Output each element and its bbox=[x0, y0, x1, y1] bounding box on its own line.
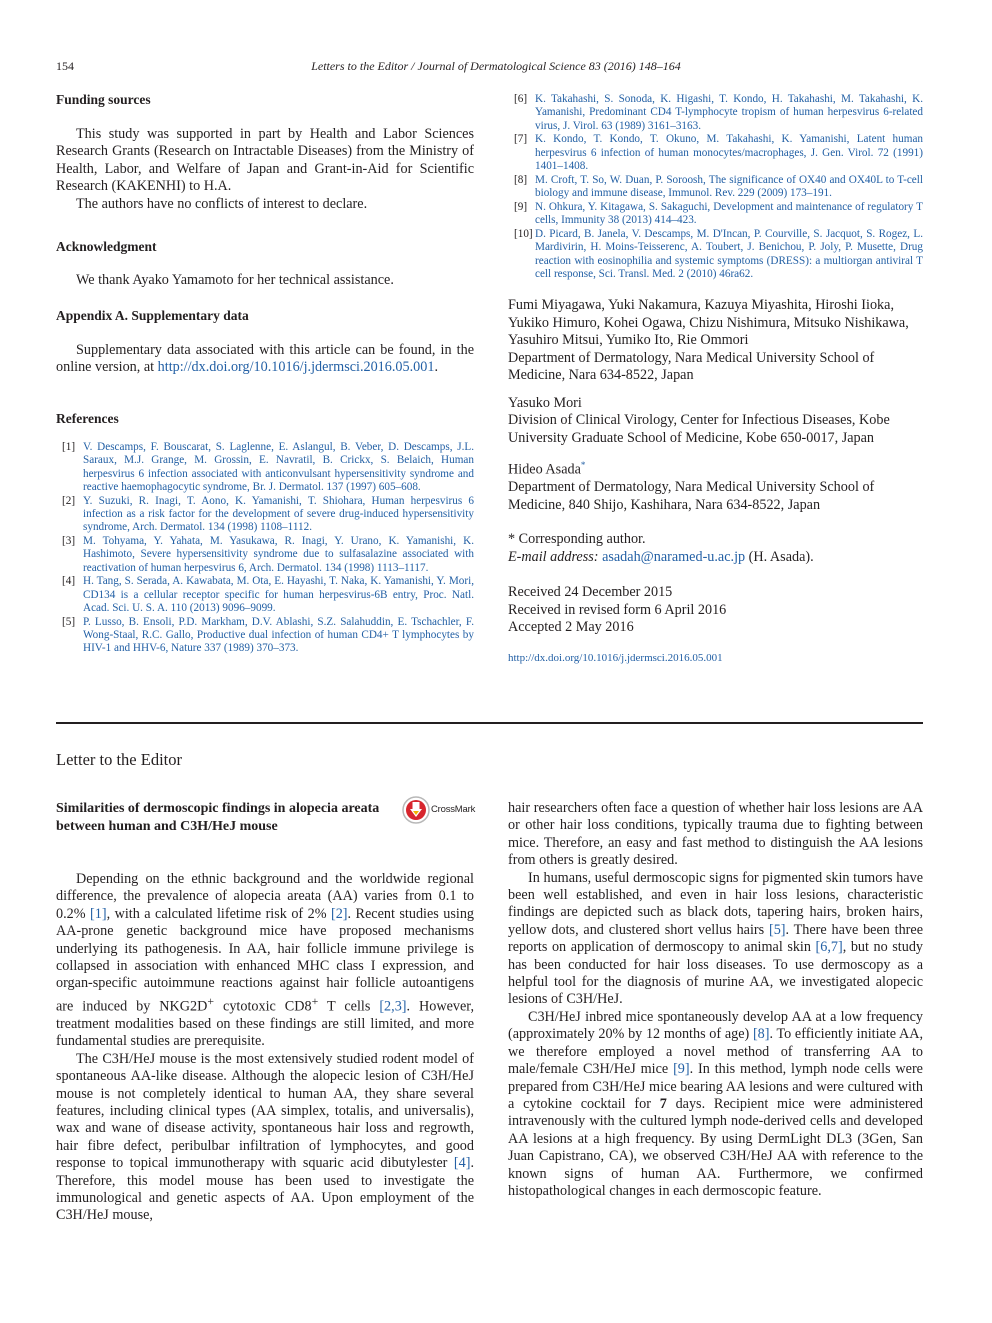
reference-item[interactable] bbox=[508, 93, 923, 133]
reference-item[interactable] bbox=[508, 133, 923, 173]
reference-text[interactable]: D. Picard, B. Janela, V. Descamps, M. D'Incan, P. Courville, S. Jacquot, S. Rogez, L. Mardivirin, H. Moins-Teisserenc, A. Toubert, J. Benichou, P. Joly, P. Musette, Drug reaction with eosinophilia and systemic symptoms (DRESS): a multiorgan antiviral T cell response, Sci. Transl. Med. 2 (2010) 46ra62. bbox=[535, 227, 923, 280]
reference-item[interactable] bbox=[56, 535, 474, 575]
reference-number: [1] bbox=[62, 441, 76, 453]
reference-item[interactable] bbox=[56, 495, 474, 535]
references-section bbox=[56, 410, 474, 656]
intro-paragraph: Depending on the ethnic background and the worldwide regional difference, the prevalence of alopecia areata (AA) varies from 0.1 to 0.2% [1], with a calculated lifetime risk of 2% [2]. Recent studies using AA-prone genetic background mice have proposed mechanisms underlying its pathogenesis. In AA, hair follicle immune privilege is collapsed in association with enhanced MHC class I expression, and organ-specific autoimmune reactions against hair follicle autoantigens are induced by NKG2D+ cytotoxic CD8+ T cells [2,3]. However, treatment modalities based on these findings are still limited, and more fundamental studies are prerequisite. bbox=[56, 871, 475, 1050]
reference-number: [6] bbox=[514, 93, 528, 105]
citation-6-7[interactable]: [6,7] bbox=[815, 939, 843, 956]
article-doi-link[interactable]: http://dx.doi.org/10.1016/j.jdermsci.2016.05.001 bbox=[508, 651, 723, 664]
reference-list-right bbox=[508, 93, 923, 281]
author-block bbox=[508, 297, 923, 667]
reference-list-left bbox=[56, 441, 474, 656]
section-label: Letter to the Editor bbox=[56, 750, 182, 769]
continued-paragraph: hair researchers often face a question of whether hair loss lesions are AA or other hair loss conditions, typically trauma due to fighting between mice. Therefore, an easy and fast method to distinguish the AA lesions from others is greatly desired. bbox=[508, 800, 923, 869]
appendix-heading: Appendix A. Supplementary data bbox=[56, 308, 249, 323]
acknowledgment-section bbox=[56, 238, 474, 289]
corresponding-author-mark[interactable]: * bbox=[580, 460, 586, 470]
letter-left-column bbox=[56, 871, 474, 1225]
revised-date: Received in revised form 6 April 2016 bbox=[508, 601, 727, 618]
email-line: E-mail address: asadah@naramed-u.ac.jp (H. Asada). bbox=[508, 548, 814, 565]
citation-2-3[interactable]: [2,3] bbox=[379, 998, 407, 1015]
reference-number: [10] bbox=[514, 227, 533, 240]
reference-number: [9] bbox=[514, 200, 528, 213]
reference-text[interactable]: K. Takahashi, S. Sonoda, K. Higashi, T. Kondo, H. Takahashi, M. Takahashi, K. Yamanishi, Predominant CD4 T-lymphocyte tropism of human herpesvirus 6-related virus, J. Virol. 63 (1989) 3161–3163. bbox=[535, 93, 923, 132]
references-continued bbox=[508, 93, 923, 282]
reference-number: [5] bbox=[62, 615, 76, 628]
citation-5[interactable]: [5] bbox=[768, 921, 786, 938]
methods-paragraph: C3H/HeJ inbred mice spontaneously develop AA at a low frequency (approximately 20% by 12 months of age) [8]. To efficiently initiate AA, we therefore employed a novel method of transferring AA to male/female C3H/HeJ mice [9]. In this method, lymph node cells were prepared from C3H/HeJ mice bearing AA lesions and were cultured with a cytokine cocktail for 7 days. Recipient mice were administered intravenously with the cultured lymph node-derived cells and developed AA lesions at a high frequency. By using DermLight DL3 (3Gen, San Juan Capistrano, CA), we observed C3H/HeJ AA with reference to the known signs of human AA. Furthermore, we confirmed histopathological changes in each dermoscopic feature. bbox=[508, 1008, 924, 1199]
reference-item[interactable] bbox=[508, 174, 923, 201]
reference-text[interactable]: N. Ohkura, Y. Kitagawa, S. Sakaguchi, Development and maintenance of regulatory T cells, Immunity 38 (2013) 414–423. bbox=[535, 200, 923, 227]
reference-item[interactable] bbox=[508, 201, 923, 228]
reference-number: [4] bbox=[62, 575, 76, 588]
citation-1[interactable]: [1] bbox=[90, 905, 107, 922]
author-name-asada: Hideo Asada* bbox=[508, 460, 586, 478]
appendix-text: Supplementary data associated with this article can be found, in the online version, at http://dx.doi.org/10.1016/j.jdermsci.2016.05.001. bbox=[56, 342, 474, 376]
reference-text[interactable]: Y. Suzuki, R. Inagi, T. Aono, K. Yamanishi, T. Shiohara, Human herpesvirus 6 infection as a risk factor for the development of severe drug-induced hypersensitivity syndrome, Arch. Dermatol. 134 (1998) 1108–1112. bbox=[83, 494, 474, 534]
affiliation-group2: Division of Clinical Virology, Center for Infectious Diseases, Kobe University Graduate School of Medicine, Kobe 650-0017, Japan bbox=[508, 412, 890, 446]
reference-item[interactable] bbox=[56, 616, 474, 656]
reference-item[interactable] bbox=[56, 441, 474, 494]
funding-heading: Funding sources bbox=[56, 92, 151, 107]
crossmark-label: CrossMark bbox=[431, 804, 476, 815]
citation-8[interactable]: [8] bbox=[752, 1026, 770, 1043]
acknowledgment-heading: Acknowledgment bbox=[56, 239, 157, 254]
reference-text[interactable]: M. Tohyama, Y. Yahata, M. Yasukawa, R. Inagi, Y. Urano, K. Yamanishi, K. Hashimoto, Severe hypersensitivity syndrome due to sulfasalazine associated with reactivation of human herpesvirus 6, Arch. Dermatol. 134 (1998) 1113–1117. bbox=[83, 535, 474, 574]
reference-number: [3] bbox=[62, 535, 76, 548]
reference-text[interactable]: V. Descamps, F. Bouscarat, S. Laglenne, E. Aslangul, B. Veber, D. Descamps, J.L. Saraux, M.J. Grange, M. Grossin, E. Navratil, B. Crickx, S. Belaich, Human herpesvirus 6 infection associated with anticonvulsant hypersensitivity syndrome and reactive haemophagocytic syndrome, Br. J. Dermatol. 137 (1997) 605–608. bbox=[83, 441, 474, 493]
citation-2[interactable]: [2] bbox=[330, 905, 348, 922]
reference-text[interactable]: H. Tang, S. Serada, A. Kawabata, M. Ota, E. Hayashi, T. Naka, K. Yamanishi, Y. Mori, CD134 is a cellular receptor specific for human herpesvirus-6B entry, Proc. Natl. Acad. Sci. U. S. A. 110 (2013) 9096–9099. bbox=[83, 575, 474, 615]
reference-text[interactable]: M. Croft, T. So, W. Duan, P. Soroosh, The significance of OX40 and OX40L to T-cell biology and immune disease, Immunol. Rev. 229 (2009) 173–191. bbox=[535, 173, 923, 200]
citation-9[interactable]: [9] bbox=[673, 1061, 690, 1078]
reference-text[interactable]: P. Lusso, B. Ensoli, P.D. Markham, D.V. Ablashi, S.Z. Salahuddin, E. Tschachler, F. Wong-Staal, R.C. Gallo, Productive dual infection of human CD4+ T lymphocytes by HIV-1 and HHV-6, Nature 337 (1989) 370–373. bbox=[83, 615, 474, 655]
affiliation-group1: Department of Dermatology, Nara Medical University School of Medicine, Nara 634-8522, Japan bbox=[508, 349, 875, 383]
funding-paragraph: This study was supported in part by Health and Labor Sciences Research Grants (Research on Intractable Diseases) from the Ministry of Health, Labor, and Welfare of Japan and Grant-in-Aid for Scientific Research (KAKENHI) to H.A. bbox=[56, 126, 474, 195]
email-link[interactable]: asadah@naramed-u.ac.jp bbox=[602, 548, 746, 565]
mouse-model-paragraph: The C3H/HeJ mouse is the most extensively studied rodent model of spontaneous AA-like disease. Although the alopecic lesion of C3H/HeJ mouse is not completely identical to human AA, they share several features, including clinical types (AA simplex, totalis, and universalis), wax and wane of disease activity, spontaneous hair loss and regrowth, hair fibre defect, peribulbar infiltration of lymphocytes, and good response to topical immunotherapy with squaric acid dibutylester [4]. Therefore, this model mouse has been used to investigate the immunological and genetic aspects of AA. Upon employment of the C3H/HeJ mouse, bbox=[56, 1050, 474, 1224]
reference-number: [8] bbox=[514, 173, 528, 186]
reference-number: [7] bbox=[514, 133, 528, 146]
citation-4[interactable]: [4] bbox=[453, 1155, 471, 1172]
affiliation-group3: Department of Dermatology, Nara Medical University School of Medicine, 840 Shijo, Kashihara, Nara 634-8522, Japan bbox=[508, 479, 875, 513]
corresponding-author-note: * Corresponding author. bbox=[508, 531, 646, 548]
funding-section bbox=[56, 91, 474, 213]
article-title: Similarities of dermoscopic findings in alopecia areata between human and C3H/HeJ mouse bbox=[56, 801, 380, 834]
appendix-section bbox=[56, 307, 474, 377]
reference-text[interactable]: K. Kondo, T. Kondo, T. Okuno, M. Takahashi, K. Yamanishi, Latent human herpesvirus 6 infection of human monocytes/macrophages, J. Gen. Virol. 72 (1991) 1401–1408. bbox=[535, 133, 923, 172]
acknowledgment-text: We thank Ayako Yamamoto for her technical assistance. bbox=[76, 272, 394, 288]
conflict-paragraph: The authors have no conflicts of interest to declare. bbox=[76, 195, 368, 212]
accepted-date: Accepted 2 May 2016 bbox=[508, 619, 634, 636]
crossmark-badge[interactable] bbox=[402, 795, 476, 827]
section-divider bbox=[56, 722, 923, 724]
reference-item[interactable] bbox=[508, 228, 923, 281]
author-name-mori: Yasuko Mori bbox=[508, 394, 582, 411]
author-names-group1: Fumi Miyagawa, Yuki Nakamura, Kazuya Miyashita, Hiroshi Iioka, Yukiko Himuro, Kohei Ogawa, Chizu Nishimura, Mitsuko Nishikawa, Yasuhiro Mitsui, Yumiko Ito, Rie Ommori bbox=[508, 297, 909, 348]
reference-item[interactable] bbox=[56, 575, 474, 615]
page-number: 154 bbox=[56, 59, 74, 73]
journal-header: Letters to the Editor / Journal of Dermatological Science 83 (2016) 148–164 bbox=[311, 59, 681, 73]
dermoscopy-paragraph: In humans, useful dermoscopic signs for pigmented skin tumors have been well established, and even in hair loss lesions, characteristic findings are depicted such as black dots, tapering hairs, broken hairs, yellow dots, and clustered short vellus hairs [5]. There have been three reports on application of dermoscopy to animal skin [6,7], but no study has been conducted for hair loss diseases. To use dermoscopy as a helpful tool for the diagnosis of murine AA, we investigated alopecic lesions of C3H/HeJ. bbox=[508, 869, 924, 1008]
references-heading: References bbox=[56, 411, 119, 426]
supplementary-doi-link[interactable]: http://dx.doi.org/10.1016/j.jdermsci.2016.05.001 bbox=[157, 359, 435, 376]
letter-right-column bbox=[508, 800, 923, 1200]
reference-number: [2] bbox=[62, 494, 76, 507]
received-date: Received 24 December 2015 bbox=[508, 584, 673, 601]
